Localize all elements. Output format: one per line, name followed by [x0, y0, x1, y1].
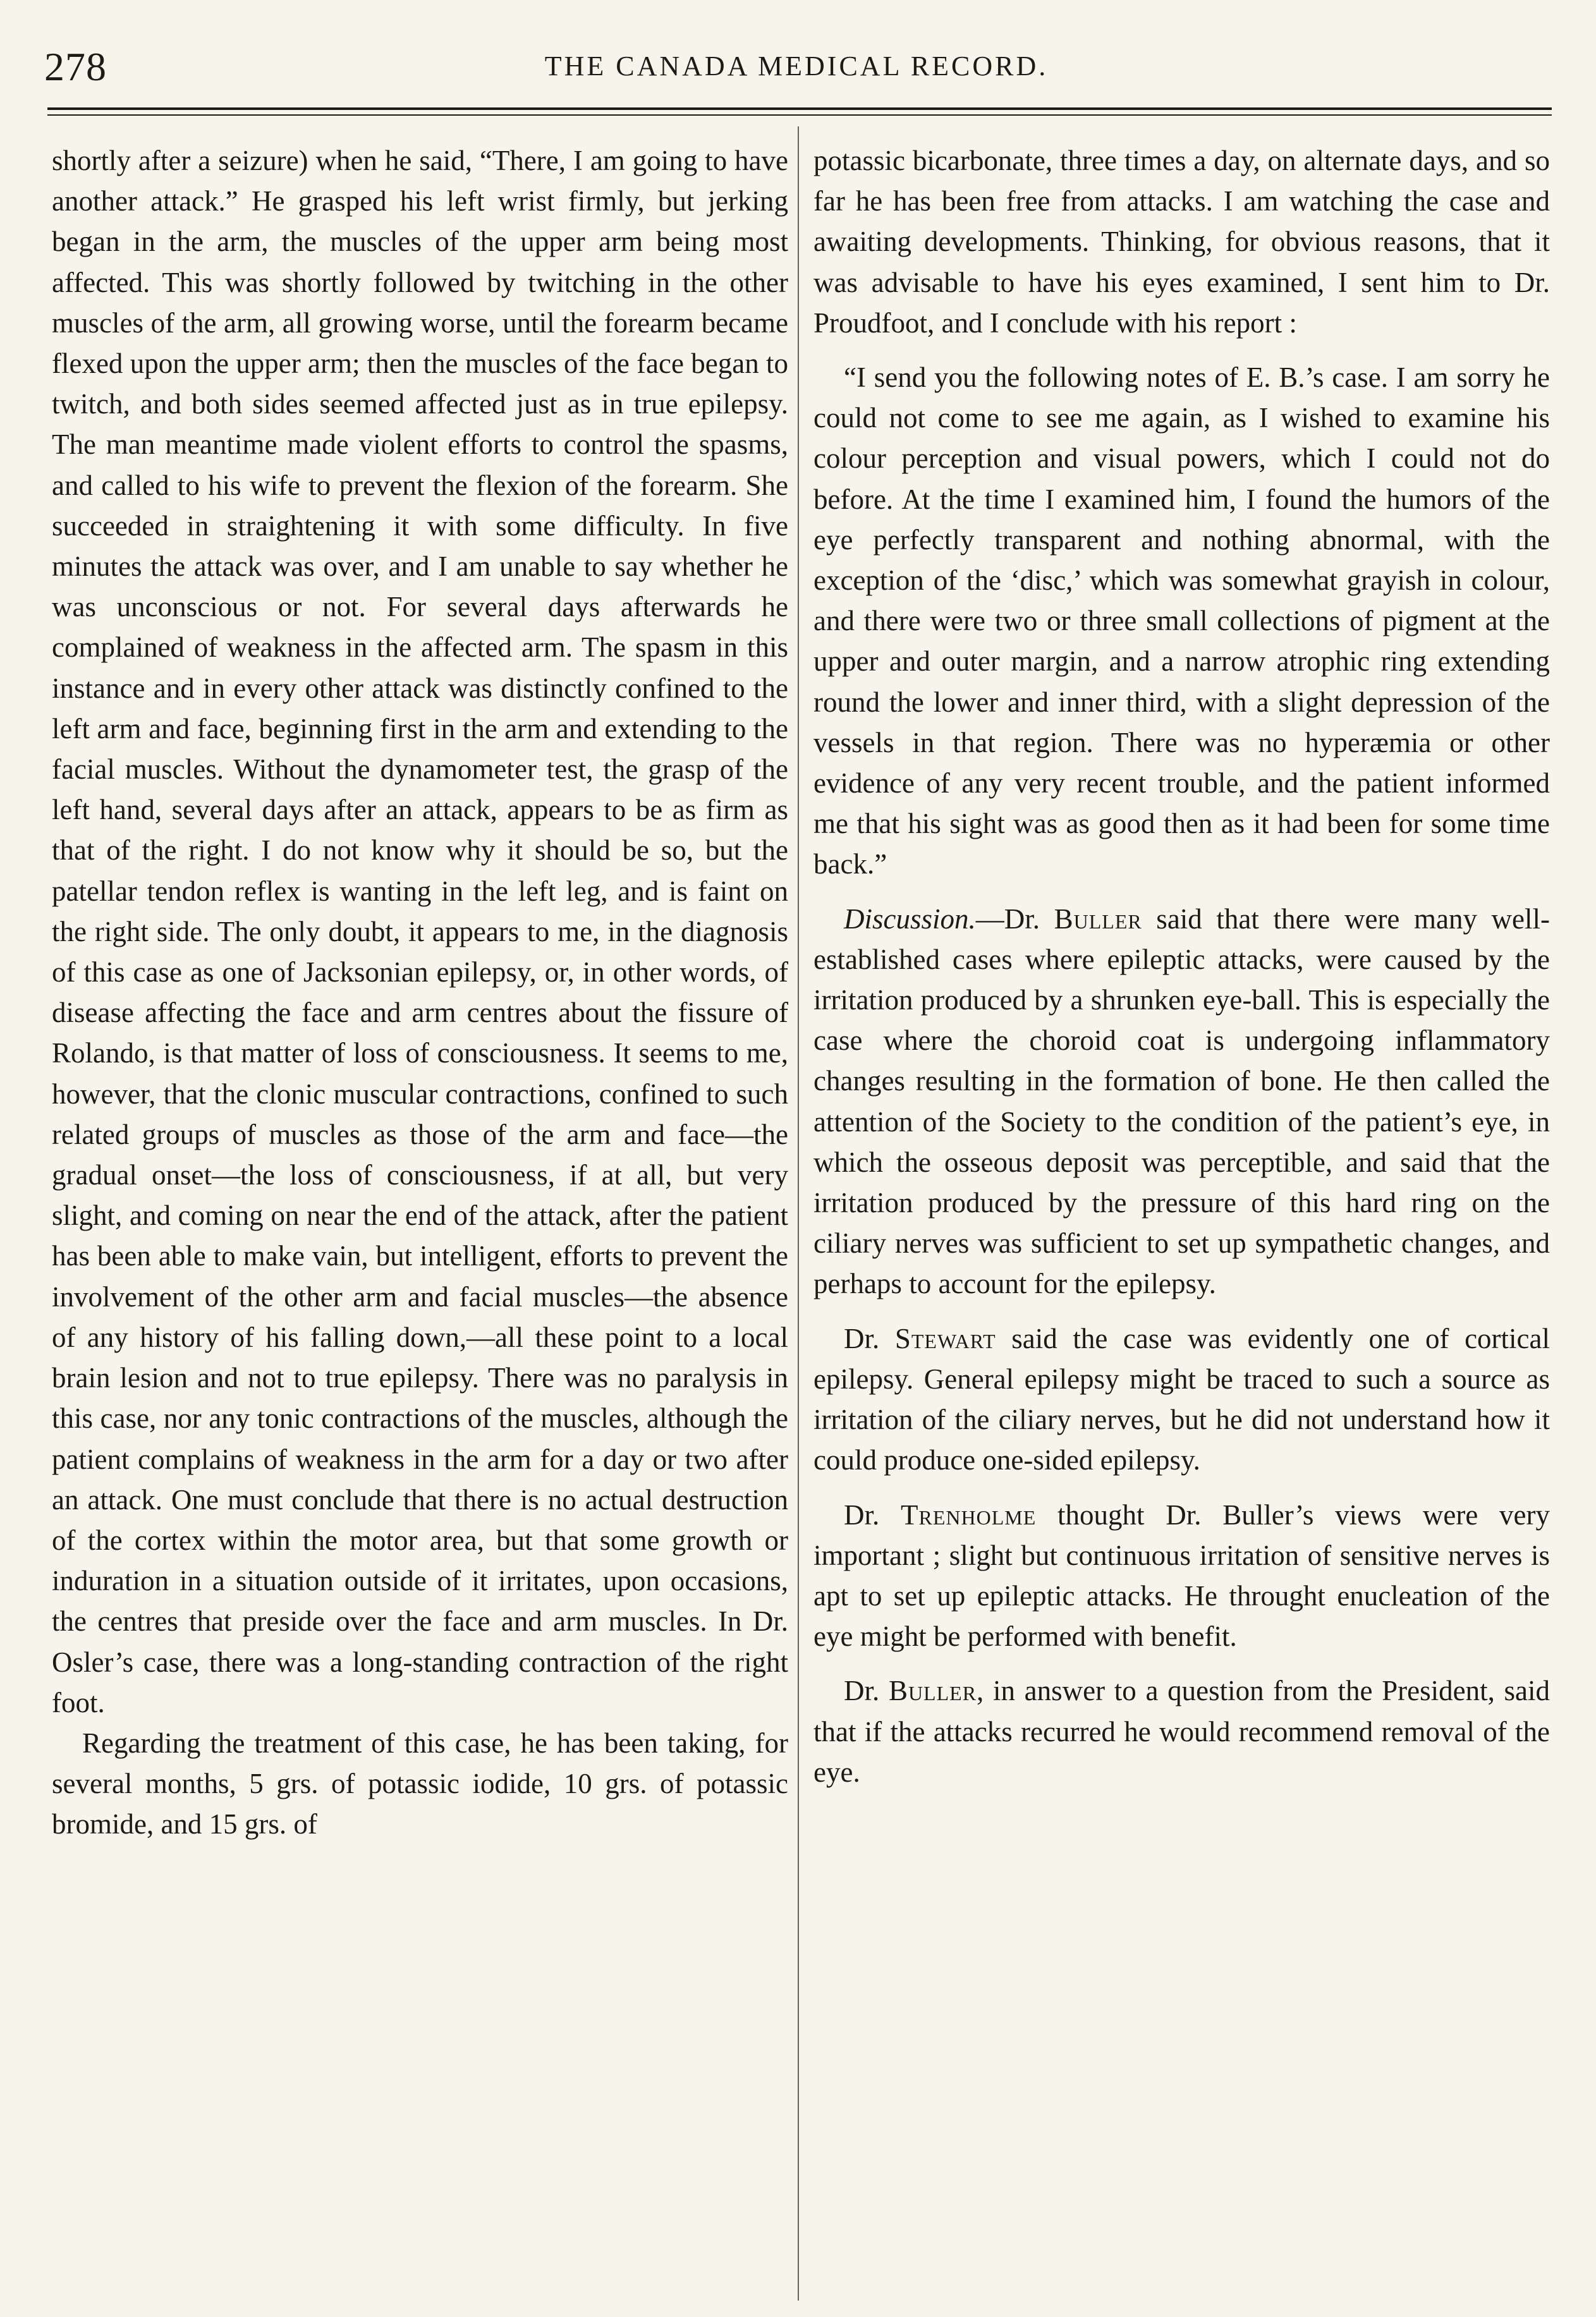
header-rule-thick [47, 107, 1552, 110]
speaker-name: Buller [888, 1675, 977, 1707]
discussion-heading: Discussion. [844, 903, 976, 935]
discussion-text: said that there were many well-established cases where epileptic attacks, were caused by the irritation produced by a shrunken eye-ball. This is especially the case where the choroid coat is undergoing inflammatory changes resulting in the formation of bone. He then called the attention of the Society to the condition of the patient’s eye, in which the osseous deposit was perceptible, and said that the irritation produced by the pressure of this hard ring on the ciliary nerves was sufficient to set up sympathetic changes, and perhaps to account for the epilepsy. [813, 903, 1550, 1300]
title-prefix: Dr. [844, 1322, 895, 1354]
discussion-paragraph [813, 899, 1550, 1304]
trenholme-paragraph [813, 1495, 1550, 1657]
journal-title: THE CANADA MEDICAL RECORD. [544, 51, 1049, 82]
proudfoot-report-paragraph: “I send you the following notes of E. B.’s case. I am sorry he could not come to see me again, as I wished to examine his colour perception and visual powers, which I could not do before. At the time I examined him, I found the humors of the eye perfectly transparent and nothing abnormal, with the exception of the ‘disc,’ which was somewhat grayish in colour, and there were two or three small collections of pigment at the upper and outer margin, and a narrow atrophic ring extending round the lower and inner third, with a slight depression of the vessels in that region. There was no hyperæmia or other evidence of any very recent trouble, and the patient informed me that his sight was as good then as it had been for some time back.” [813, 362, 1550, 880]
speaker-name: Buller [1054, 903, 1142, 935]
right-column [813, 140, 1550, 1792]
discussion-dash: —Dr. [975, 903, 1054, 935]
title-prefix: Dr. [844, 1675, 889, 1707]
left-column [52, 140, 788, 1845]
stewart-text: said the case was evidently one of cortical epilepsy. General epilepsy might be traced to such a source as irritation of the ciliary nerves, but he did not understand how it could produce one-sided epilepsy. [813, 1322, 1550, 1476]
trenholme-text: thought Dr. Buller’s views were very important ; slight but continuous irritation of sensitive nerves is apt to set up epileptic attacks. He throught enucleation of the eye might be performed with benefit. [813, 1499, 1550, 1653]
running-head [44, 41, 1549, 98]
buller-answer-paragraph [813, 1670, 1550, 1792]
case-report-paragraph: shortly after a seizure) when he said, “There, I am going to have another attack.” He grasped his left wrist firmly, but jerking began in the arm, the muscles of the upper arm being most affected. This was shortly followed by twitching in the other muscles of the arm, all growing worse, until the forearm became flexed upon the upper arm; then the muscles of the face began to twitch, and both sides seemed affected just as in true epilepsy. The man meantime made violent efforts to control the spasms, and called to his wife to prevent the flexion of the forearm. She succeeded in straightening it with some difficulty. In five minutes the attack was over, and I am unable to say whether he was unconscious or not. For several days afterwards he complained of weakness in the affected arm. The spasm in this instance and in every other attack was distinctly confined to the left arm and face, beginning first in the arm and extending to the facial muscles. Without the dynamometer test, the grasp of the left hand, several days after an attack, appears to be as firm as that of the right. I do not know why it should be so, but the patellar tendon reflex is wanting in the left leg, and is faint on the right side. The only doubt, it appears to me, in the diagnosis of this case as one of Jacksonian epilepsy, or, in other words, of disease affecting the face and arm centres about the fissure of Rolando, is that matter of loss of consciousness. It seems to me, however, that the clonic muscular contractions, confined to such related groups of muscles as those of the arm and face—the gradual onset—the loss of consciousness, if at all, but very slight, and coming on near the end of the attack, after the patient has been able to make vain, but intelligent, efforts to prevent the involvement of the other arm and facial muscles—the absence of any history of his falling down,—all these point to a local brain lesion and not to true epilepsy. There was no paralysis in this case, nor any tonic contractions of the muscles, although the patient complains of weakness in the arm for a day or two after an attack. One must conclude that there is no actual destruction of the cortex within the motor area, but that some growth or induration in a situation outside of it irritates, upon occasions, the centres that preside over the face and arm muscles. In Dr. Osler’s case, there was a long-standing contraction of the right foot. [52, 145, 788, 1718]
header-rule-thin [47, 114, 1552, 116]
treatment-paragraph: Regarding the treatment of this case, he has been taking, for several months, 5 grs. of potassic iodide, 10 grs. of potassic bromide, and 15 grs. of [52, 1727, 788, 1840]
speaker-name: Stewart [894, 1322, 996, 1354]
page-number: 278 [44, 44, 107, 89]
treatment-continued-paragraph: potassic bicarbonate, three times a day, on alternate days, and so far he has been free from attacks. I am watching the case and awaiting developments. Thinking, for obvious reasons, that it was advisable to have his eyes examined, I sent him to Dr. Proudfoot, and I conclude with his report : [813, 145, 1550, 339]
stewart-paragraph [813, 1318, 1550, 1481]
title-prefix: Dr. [844, 1499, 901, 1531]
column-divider [798, 126, 799, 2301]
buller-answer-text: , in answer to a question from the President, said that if the attacks recurred he would recommend removal of the eye. [813, 1675, 1550, 1788]
speaker-name: Trenholme [901, 1499, 1037, 1531]
